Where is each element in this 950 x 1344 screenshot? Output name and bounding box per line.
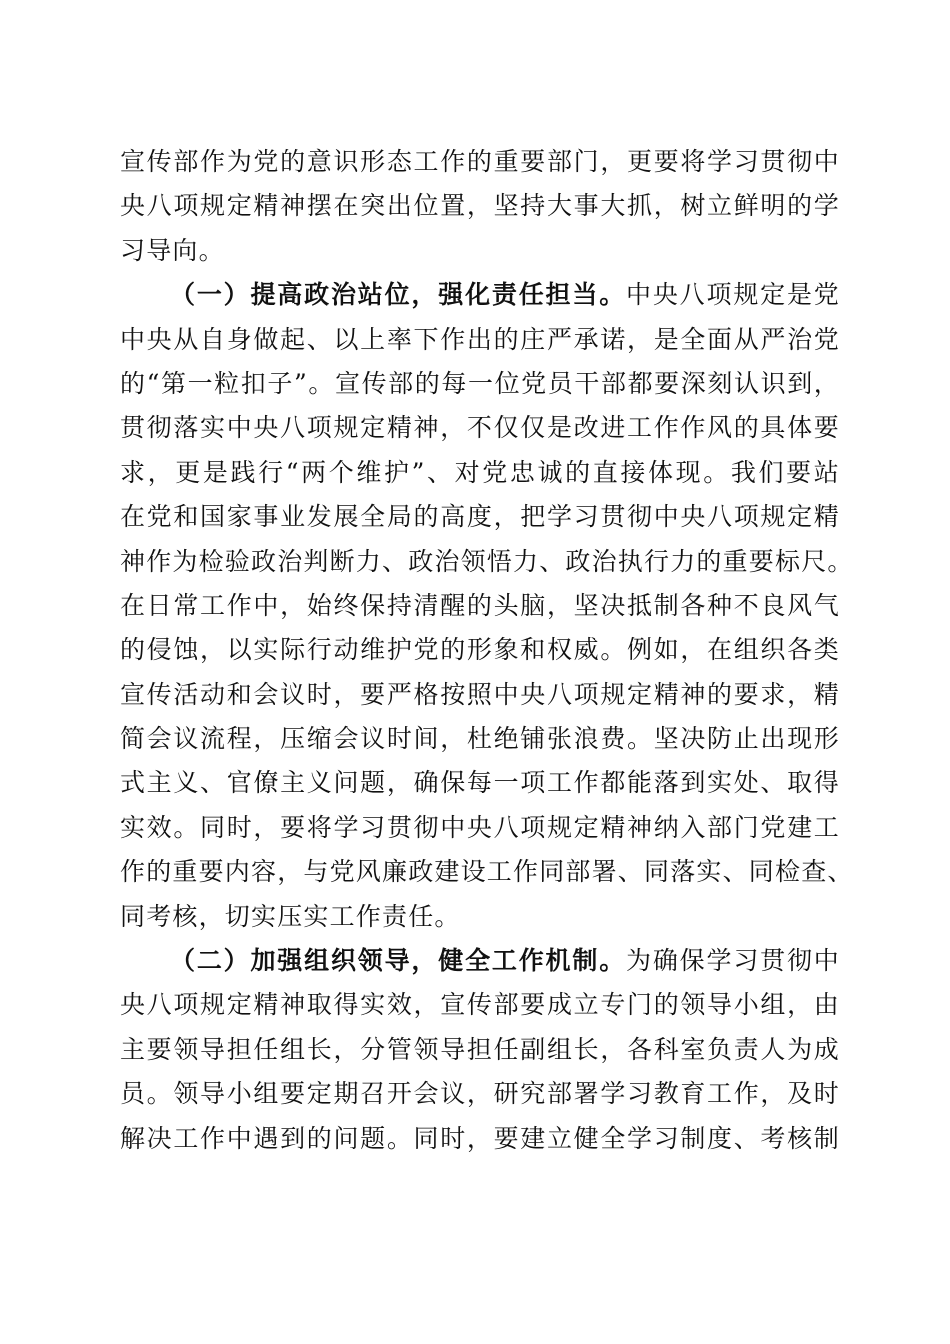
section-heading-1: （一）提高政治站位，强化责任担当。 [170,280,627,310]
paragraph-intro [120,140,840,273]
text-line: 实效。同时，要将学习贯彻中央八项规定精神纳入部门党建工 [120,812,840,842]
text-line: 的“第一粒扣子”。宣传部的每一位党员干部都要深刻认识到， [120,368,840,398]
text-line: 在党和国家事业发展全局的高度，把学习贯彻中央八项规定精 [120,502,840,532]
paragraph-section-1 [120,273,854,939]
text-line: 式主义、官僚主义问题，确保每一项工作都能落到实处、取得 [120,768,840,798]
text-line: 贯彻落实中央八项规定精神，不仅仅是改进工作作风的具体要 [120,413,840,443]
document-body [120,140,854,1161]
text-line: 央八项规定精神取得实效，宣传部要成立专门的领导小组，由 [120,990,840,1020]
section-heading-2: （二）加强组织领导，健全工作机制。 [170,946,627,976]
text-line: 央八项规定精神摆在突出位置，坚持大事大抓，树立鲜明的学 [120,191,840,221]
paragraph-first-line [120,939,840,983]
text-line: 主要领导担任组长，分管领导担任副组长，各科室负责人为成 [120,1034,840,1064]
text-line: 中央从自身做起、以上率下作出的庄严承诺，是全面从严治党 [120,324,840,354]
text-line: 宣传活动和会议时，要严格按照中央八项规定精神的要求，精 [120,679,840,709]
paragraph-first-line [120,273,840,317]
text-line: 神作为检验政治判断力、政治领悟力、政治执行力的重要标尺。 [120,546,854,576]
heading-continuation: 为确保学习贯彻中 [626,946,840,976]
paragraph-section-2 [120,939,840,1161]
text-line: 习导向。 [120,235,225,265]
heading-continuation: 中央八项规定是党 [626,280,840,310]
text-line: 宣传部作为党的意识形态工作的重要部门，更要将学习贯彻中 [120,147,840,176]
text-line: 员。领导小组要定期召开会议，研究部署学习教育工作，及时 [120,1079,840,1109]
text-line: 解决工作中遇到的问题。同时，要建立健全学习制度、考核制 [120,1123,840,1153]
text-line: 作的重要内容，与党风廉政建设工作同部署、同落实、同检查、 [120,857,854,887]
text-line: 同考核，切实压实工作责任。 [120,901,461,931]
text-line: 简会议流程，压缩会议时间，杜绝铺张浪费。坚决防止出现形 [120,724,840,754]
text-line: 在日常工作中，始终保持清醒的头脑，坚决抵制各种不良风气 [120,590,840,620]
text-line: 求，更是践行“两个维护”、对党忠诚的直接体现。我们要站 [120,457,840,487]
text-line: 的侵蚀，以实际行动维护党的形象和权威。例如，在组织各类 [120,635,840,665]
